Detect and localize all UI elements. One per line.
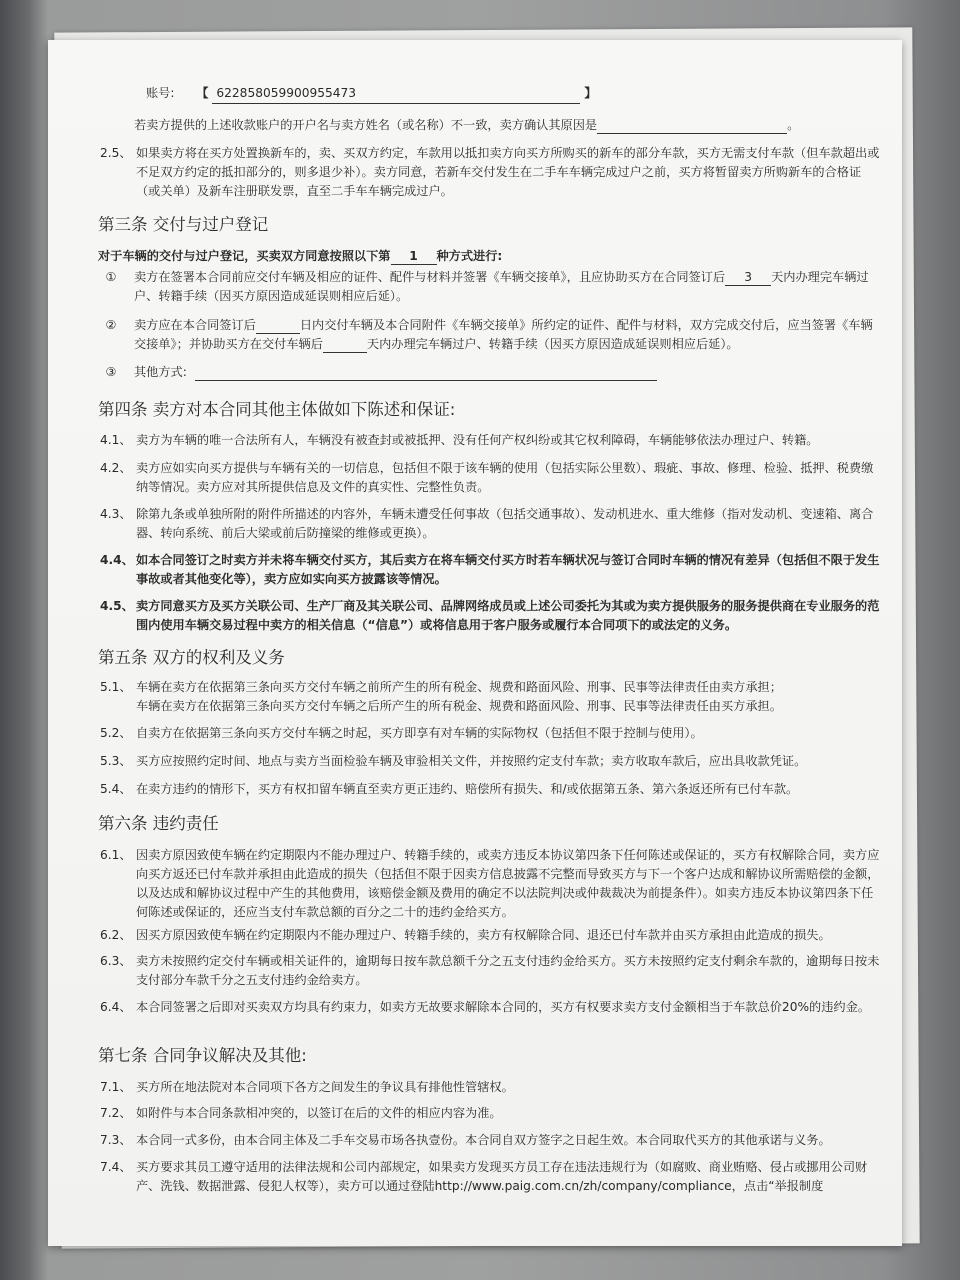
clause-number: 5.3、 [100,754,132,768]
clause-number: 4.3、 [100,507,132,521]
option-text-post: 天内办理完车辆过户、转籍手续（因买方原因造成延误则相应后延）。 [366,337,739,351]
clause-number: 5.4、 [100,782,132,796]
clause-text: 因买方原因致使车辆在约定期限内不能办理过户、转籍手续的，卖方有权解除合同、退还已付车款并由买方承担由此造成的损失。 [136,928,831,942]
clause-text: 在卖方违约的情形下，买方有权扣留车辆直至卖方更正违约、赔偿所有损失、和/或依据第五条、第六条返还所有已付车款。 [136,782,799,796]
section-4-title: 第四条 卖方对本合同其他主体做如下陈述和保证: [98,400,456,419]
clause-number: 7.4、 [100,1160,132,1174]
section-3-title: 第三条 交付与过户登记 [98,215,269,234]
clause-text: 自卖方在依据第三条向买方交付车辆之时起，买方即享有对车辆的实际物权（包括但不限于控制与使用）。 [136,726,703,740]
clause-text: 如本合同签订之时卖方并未将车辆交付买方，其后卖方在将车辆交付买方时若车辆状况与签订合同时车辆的情况有差异（包括但不限于发生事故或者其他变化等），卖方应如实向买方披露该等情况。 [136,553,880,586]
clause-text: 买方所在地法院对本合同项下各方之间发生的争议具有排他性管辖权。 [136,1080,514,1094]
clause-number: 6.2、 [100,928,132,942]
clause-text-line: 车辆在卖方在依据第三条向买方交付车辆之后所产生的所有税金、规费和路面风险、刑事、民事等法律责任由买方承担。 [136,699,782,713]
clause-text: 卖方应如实向买方提供与车辆有关的一切信息，包括但不限于该车辆的使用（包括实际公里数）、瑕疵、事故、修理、检验、抵押、税费缴纳等情况。卖方应对其所提供信息及文件的真实性、完整性负责。 [136,461,874,494]
option-2 [100,316,880,358]
section-7-item [100,1158,880,1200]
clause-number: 2.5、 [100,146,132,160]
clause-number: 6.4、 [100,1000,132,1014]
clause-text: 如附件与本合同条款相冲突的，以签订在后的文件的相应内容为准。 [136,1106,502,1120]
clause-text: 买方要求其员工遵守适用的法律法规和公司内部规定，如果卖方发现买方员工存在违法违规行为（如腐败、商业贿赂、侵占或挪用公司财产、洗钱、数据泄露、侵犯人权等），卖方可以通过登陆http://www.paig.com.cn/zh/company/compliance，点击“举报制度 [136,1160,868,1193]
clause-number: 5.1、 [100,680,132,694]
clause-text: 买方应按照约定时间、地点与卖方当面检验车辆及审验相关文件，并按照约定支付车款；卖方收取车款后，应出具收款凭证。 [136,754,807,768]
option-marker: ② [105,318,117,332]
other-method-label: 其他方式: [134,365,187,379]
account-bracket-open: 【 [196,86,209,100]
option-text-pre: 卖方应在本合同签订后 [134,318,256,332]
option-marker: ① [105,270,117,284]
account-line [146,84,597,104]
option-1 [100,268,882,310]
clause-number: 7.3、 [100,1133,132,1147]
method-choice: 1 [391,249,437,265]
account-label: 账号: [146,86,175,100]
clause-text: 本合同一式多份，由本合同主体及二手车交易市场各执壹份。本合同自双方签字之日起生效。本合同取代买方的其他承诺与义务。 [136,1133,831,1147]
transfer-days-blank [323,337,367,353]
name-mismatch-text: 若卖方提供的上述收款账户的开户名与卖方姓名（或名称）不一致，卖方确认其原因是 [134,118,598,132]
clause-number: 6.1、 [100,848,132,862]
clause-number: 4.4、 [100,553,134,567]
lead-text-pre: 对于车辆的交付与过户登记，买卖双方同意按照以下第 [98,249,391,263]
clause-text [136,678,880,716]
clause-text: 卖方未按照约定交付车辆或相关证件的，逾期每日按车款总额千分之五支付违约金给买方。买方未按照约定支付剩余车款的，逾期每日按未支付部分车款千分之五支付违约金给卖方。 [136,954,880,987]
clause-text: 除第九条或单独所附的附件所描述的内容外，车辆未遭受任何事故（包括交通事故）、发动机进水、重大维修（指对发动机、变速箱、离合器、转向系统、前后大梁或前后防撞梁的维修或更换）。 [136,507,874,540]
section-5-title: 第五条 双方的权利及义务 [98,648,285,667]
other-method-blank [195,365,657,381]
clause-number: 4.2、 [100,461,132,475]
section-6-title: 第六条 违约责任 [98,814,219,833]
clause-text-line: 车辆在卖方在依据第三条向买方交付车辆之前所产生的所有税金、规费和路面风险、刑事、民事等法律责任由卖方承担； [136,680,782,694]
account-number: 622858059900955473 [216,86,356,100]
section-3-lead [98,247,872,266]
contract-page [48,40,902,1246]
clause-number: 7.1、 [100,1080,132,1094]
clause-text: 卖方同意买方及买方关联公司、生产厂商及其关联公司、品牌网络成员或上述公司委托为其或为卖方提供服务的服务提供商在专业服务的范围内使用车辆交易过程中卖方的相关信息（“信息”）或将信息用于客户服务或履行本合同项下的或法定的义务。 [136,599,880,632]
clause-text: 卖方为车辆的唯一合法所有人，车辆没有被查封或被抵押、没有任何产权纠纷或其它权利障碍，车辆能够依法办理过户、转籍。 [136,433,819,447]
option-text [134,363,880,382]
clause-2-5 [100,144,880,204]
clause-number: 4.5、 [100,599,134,613]
transfer-days: 3 [725,270,771,286]
option-text [134,268,882,306]
section-7-title: 第七条 合同争议解决及其他: [98,1046,307,1065]
lead-text-post: 种方式进行: [436,249,503,263]
option-marker: ③ [105,365,117,379]
delivery-days-blank [256,318,300,334]
option-text [134,316,880,354]
option-text-pre: 卖方在签署本合同前应交付车辆及相应的证件、配件与材料并签署《车辆交接单》，且应协助买方在合同签订后 [134,270,726,284]
option-text-post: 天内办理完车辆过户、转籍手续（因买方原因造成延误则相应后延）。 [134,270,869,303]
reason-blank [597,118,787,134]
clause-text: 因卖方原因致使车辆在约定期限内不能办理过户、转籍手续的，或卖方违反本协议第四条下任何陈述或保证的，买方有权解除合同，卖方应向买方返还已付车款并承担由此造成的损失（包括但不限于因卖方信息披露不完整而导致买方与下一个客户达成和解协议所需赔偿的金额，以及达成和解协议过程中产生的其他费用，该赔偿金额及费用的确定不以法院判决或仲裁裁决为前提条件）。如卖方违反本协议第四条下任何陈述或保证的，还应当支付车款总额的百分之二十的违约金给买方。 [136,848,880,919]
clause-number: 5.2、 [100,726,132,740]
clause-text: 本合同签署之后即对买卖双方均具有约束力，如卖方无故要求解除本合同的，买方有权要求卖方支付金额相当于车款总价20%的违约金。 [136,1000,870,1014]
clause-text: 如果卖方将在买方处置换新车的，卖、买双方约定，车款用以抵扣卖方向买方所购买的新车的部分车款，买方无需支付车款（但车款超出或不足双方约定的抵扣部分的，则多退少补）。卖方同意，若新车交付发生在二手车车辆完成过户之前，买方将暂留卖方所购新车的合格证（或关单）及新车注册联发票，直至二手车车辆完成过户。 [136,146,880,198]
clause-number: 6.3、 [100,954,132,968]
clause-number: 7.2、 [100,1106,132,1120]
clause-number: 4.1、 [100,433,132,447]
account-number-field [212,84,580,104]
account-bracket-close: 】 [584,86,597,100]
option-text-mid: 日内交付车辆及本合同附件《车辆交接单》所约定的证件、配件与材料，双方完成交付后，应当签署《车辆交接单》；并协助买方在交付车辆后 [134,318,873,351]
name-mismatch-line: 若卖方提供的上述收款账户的开户名与卖方姓名（或名称）不一致，卖方确认其原因是 。 [134,118,800,132]
